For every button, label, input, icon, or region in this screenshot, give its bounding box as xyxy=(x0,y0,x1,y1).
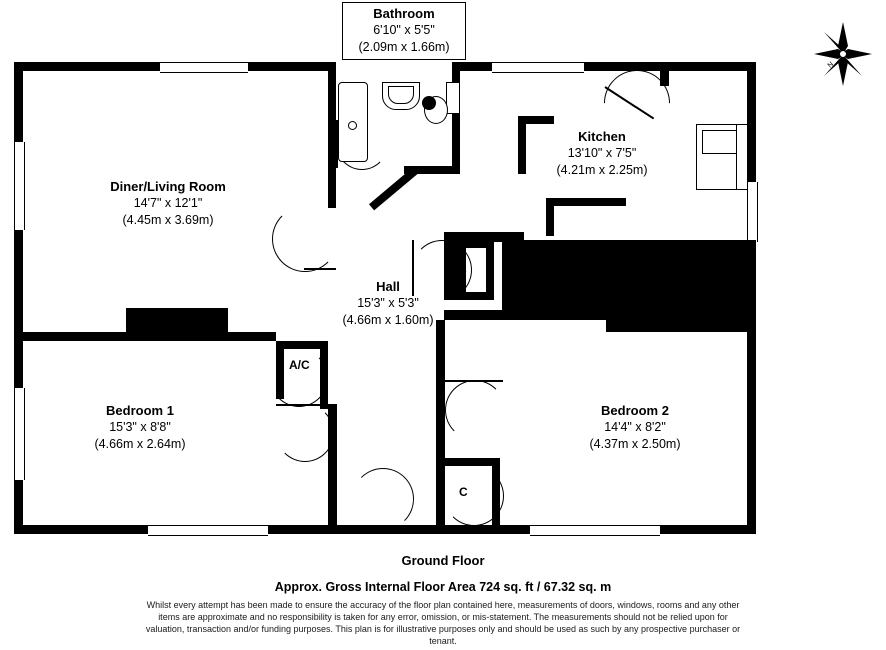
toilet-cistern xyxy=(446,82,460,114)
plan-disclaimer: Whilst every attempt has been made to ensure the accuracy of the floor plan contained here, measurements of doors, windows, rooms and any other items are approximate and no responsibility is taken for any error, omission, or mis-statement. The measurements should not be relied upon for valuation, transaction and/or funding purposes. This plan is for illustrative purposes only and should be used as such by any prospective purchaser or tenant. xyxy=(145,600,741,647)
window-top-2 xyxy=(492,62,584,73)
hall-lower-door-arc xyxy=(352,468,414,530)
bathroom-wall-left xyxy=(328,62,336,194)
hall-name: Hall xyxy=(376,279,400,294)
ac-letter: A/C xyxy=(289,358,310,372)
bathroom-name: Bathroom xyxy=(373,6,435,21)
compass-rose xyxy=(812,18,874,90)
interior-block-left-bar xyxy=(444,310,610,320)
diner-living-label xyxy=(60,178,276,228)
svg-text:N: N xyxy=(826,60,836,70)
window-left-1 xyxy=(14,142,25,230)
window-right-1 xyxy=(747,182,758,242)
bedroom2-imperial: 14'4" x 8'2" xyxy=(604,420,666,435)
bedroom1-name: Bedroom 1 xyxy=(106,403,174,418)
closet-hall-door-leaf xyxy=(412,240,414,296)
bathroom-imperial: 6'10" x 5'5" xyxy=(373,23,435,38)
window-bottom-2 xyxy=(530,525,660,536)
living-bedroom1-wall xyxy=(14,332,276,341)
kitchen-counter-right xyxy=(736,124,748,190)
bedroom2-door-leaf xyxy=(445,380,503,382)
bedroom1-door-arc xyxy=(276,404,334,462)
bedroom2-label xyxy=(540,402,730,452)
bathroom-metric: (2.09m x 1.66m) xyxy=(358,39,450,54)
bedroom2-metric: (4.37m x 2.50m) xyxy=(589,436,681,451)
kitchen-wall-left-top xyxy=(518,116,554,124)
kitchen-metric: (4.21m x 2.25m) xyxy=(556,162,648,177)
closet-bed2-letter: C xyxy=(459,485,468,499)
bedroom1-label xyxy=(52,402,228,452)
living-opening-line xyxy=(304,268,336,270)
closet-bed2-door-arc xyxy=(444,466,504,526)
kitchen-imperial: 13'10" x 7'5" xyxy=(567,146,637,161)
bedroom2-door-arc xyxy=(445,380,505,440)
sink-basin xyxy=(388,86,414,104)
hall-metric: (4.66m x 1.60m) xyxy=(342,312,434,327)
toilet-seat-dot xyxy=(422,96,436,110)
window-left-2 xyxy=(14,388,25,480)
diner-living-metric: (4.45m x 3.69m) xyxy=(122,212,214,227)
kitchen-hob xyxy=(702,130,740,154)
closet-hall-letter: C xyxy=(458,263,467,277)
bedroom1-door-leaf xyxy=(276,404,332,406)
bedroom2-name: Bedroom 2 xyxy=(601,403,669,418)
living-hall-wall xyxy=(328,194,336,208)
interior-block-lower xyxy=(606,310,756,332)
plan-title: Ground Floor xyxy=(401,553,485,568)
window-bottom-1 xyxy=(148,525,268,536)
closet-hall-wall-right xyxy=(486,240,494,300)
interior-block-upper xyxy=(502,240,756,310)
kitchen-wall-left-upper xyxy=(518,116,526,174)
bathtub-drain xyxy=(348,121,357,130)
hall-lower-door-leaf xyxy=(352,526,412,528)
bedroom1-metric: (4.66m x 2.64m) xyxy=(94,436,186,451)
kitchen-wall-lower-shelf xyxy=(546,198,626,206)
bathroom-wall-right xyxy=(452,62,460,174)
plan-area: Approx. Gross Internal Floor Area 724 sq. ft / 67.32 sq. m xyxy=(274,580,612,594)
window-top-1 xyxy=(160,62,248,73)
diner-living-name: Diner/Living Room xyxy=(110,179,226,194)
living-opening-arc xyxy=(272,206,338,272)
hall-imperial: 15'3" x 5'3" xyxy=(357,296,419,311)
kitchen-label xyxy=(514,128,690,178)
kitchen-wall-lower-shelf2 xyxy=(546,206,554,236)
diner-living-imperial: 14'7" x 12'1" xyxy=(133,196,203,211)
bathroom-callout xyxy=(342,2,466,60)
living-bedroom1-wall-thick xyxy=(126,308,228,332)
kitchen-name: Kitchen xyxy=(578,129,626,144)
bedroom1-imperial: 15'3" x 8'8" xyxy=(109,420,171,435)
